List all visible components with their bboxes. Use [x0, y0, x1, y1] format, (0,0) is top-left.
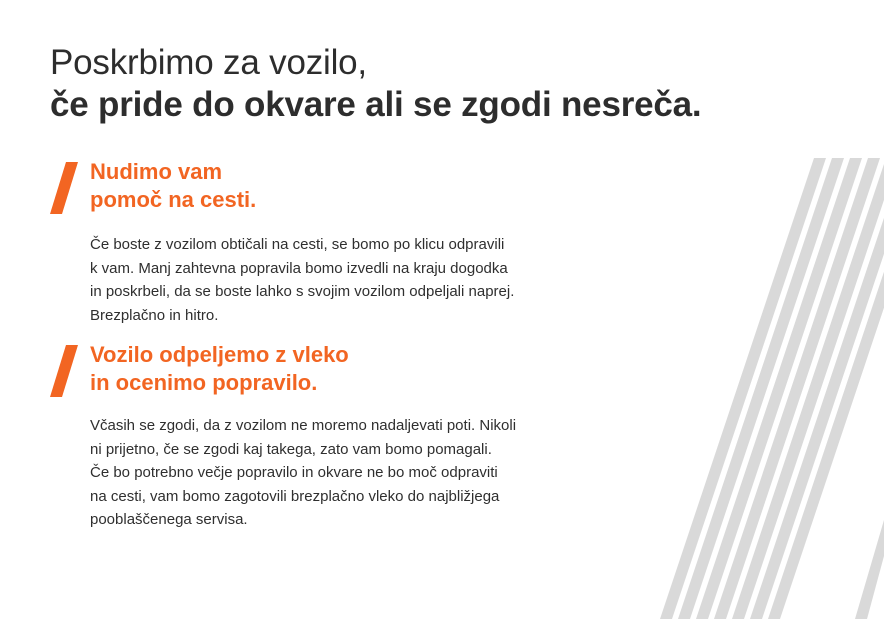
headline-line-1: Poskrbimo za vozilo,	[50, 43, 367, 82]
body-line: pooblaščenega servisa.	[90, 511, 248, 528]
headline-line-2: če pride do okvare ali se zgodi nesreča.	[50, 85, 702, 124]
body-line: ni prijetno, če se zgodi kaj takega, zato vam bomo pomagali.	[90, 440, 492, 458]
stripe	[855, 520, 884, 619]
body-line: Če boste z vozilom obtičali na cesti, se bomo po klicu odpravili	[90, 236, 505, 253]
body-line: k vam. Manj zahtevna popravila bomo izvedli na kraju dogodka	[90, 259, 508, 277]
section-title-line: Nudimo vam	[90, 159, 223, 184]
stripe	[732, 158, 884, 619]
body-line: Če bo potrebno večje popravilo in okvare ne bo moč odpraviti	[90, 464, 498, 481]
body-line: Včasih se zgodi, da z vozilom ne moremo nadaljevati poti. Nikoli	[90, 417, 517, 434]
body-line: na cesti, vam bomo zagotovili brezplačno vleko do najbližjega	[90, 487, 500, 505]
section-title-line: Vozilo odpeljemo z vleko	[90, 342, 349, 367]
body-line: in poskrbeli, da se boste lahko s svojim vozilom odpeljali naprej.	[90, 283, 515, 300]
section-title-line: in ocenimo popravilo.	[90, 370, 318, 395]
section-title-line: pomoč na cesti.	[90, 187, 257, 212]
body-line: Brezplačno in hitro.	[90, 306, 219, 324]
